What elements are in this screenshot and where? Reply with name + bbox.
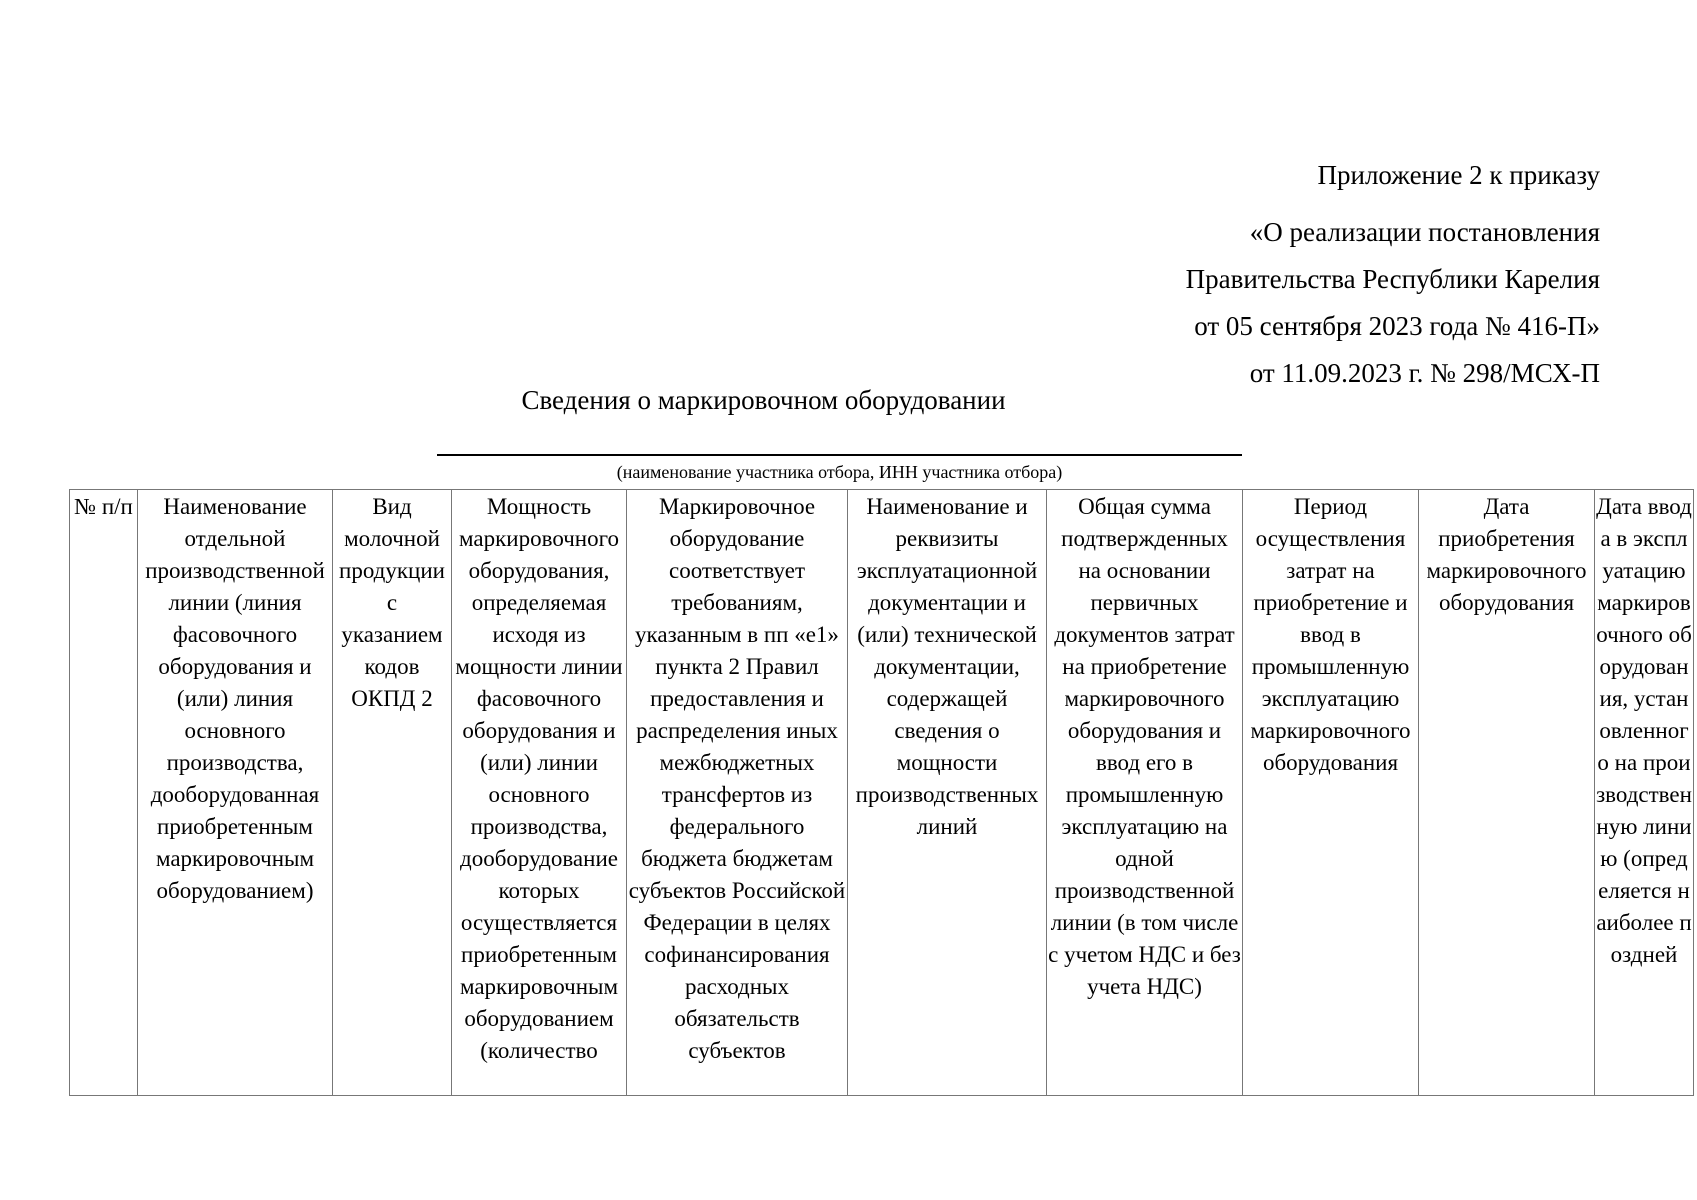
- appendix-line-2: «О реализации постановления: [1249, 217, 1600, 247]
- appendix-line-4: от 05 сентября 2023 года № 416-П»: [1194, 311, 1600, 341]
- column-header-product-type: Вид молочной продукции с указанием кодов ОКПД 2: [333, 490, 452, 1096]
- column-header-cost-period: Период осуществления затрат на приобретение и ввод в промышленную эксплуатацию маркировочного оборудования: [1243, 490, 1419, 1096]
- column-header-commissioning-date: Дата ввода в эксплуатацию маркировочного оборудования, установленного на производственную линию (определяется наиболее поздней: [1595, 490, 1694, 1096]
- column-header-line-name: Наименование отдельной производственной линии (линия фасовочного оборудования и (или) линия основного производства, дооборудованная приобретенным маркировочным оборудованием): [138, 490, 333, 1096]
- document-title-text: Сведения о маркировочном оборудовании: [521, 385, 1006, 415]
- appendix-line-5: от 11.09.2023 г. № 298/МСХ-П: [1249, 358, 1600, 388]
- column-header-number: № п/п: [70, 490, 138, 1096]
- column-header-capacity: Мощность маркировочного оборудования, определяемая исходя из мощности линии фасовочного оборудования и (или) линии основного производства, дооборудование которых осуществляется приобретенным маркировочным оборудованием (количество: [452, 490, 627, 1096]
- participant-caption: (наименование участника отбора, ИНН участника отбора): [616, 462, 1063, 482]
- column-header-total-cost: Общая сумма подтвержденных на основании первичных документов затрат на приобретение маркировочного оборудования и ввод его в промышленную эксплуатацию на одной производственной линии (в том числе с учетом НДС и без учета НДС): [1047, 490, 1243, 1096]
- column-header-purchase-date: Дата приобретения маркировочного оборудования: [1419, 490, 1595, 1096]
- appendix-line-3: Правительства Республики Карелия: [1185, 264, 1600, 294]
- participant-name-blank-line: [437, 454, 1242, 456]
- column-header-requirements-compliance: Маркировочное оборудование соответствует требованиям, указанным в пп «е1» пункта 2 Правил предоставления и распределения иных межбюджетных трансфертов из федерального бюджета бюджетам субъектов Российской Федерации в целях софинансирования расходных обязательств субъектов: [627, 490, 848, 1096]
- document-title: [0, 385, 1697, 416]
- equipment-info-table: [69, 489, 1694, 1096]
- appendix-line-1: Приложение 2 к приказу: [1317, 160, 1600, 190]
- column-header-documentation: Наименование и реквизиты эксплуатационной документации и (или) технической документации, содержащей сведения о мощности производственных линий: [848, 490, 1047, 1096]
- table-header-row: [70, 490, 1694, 1096]
